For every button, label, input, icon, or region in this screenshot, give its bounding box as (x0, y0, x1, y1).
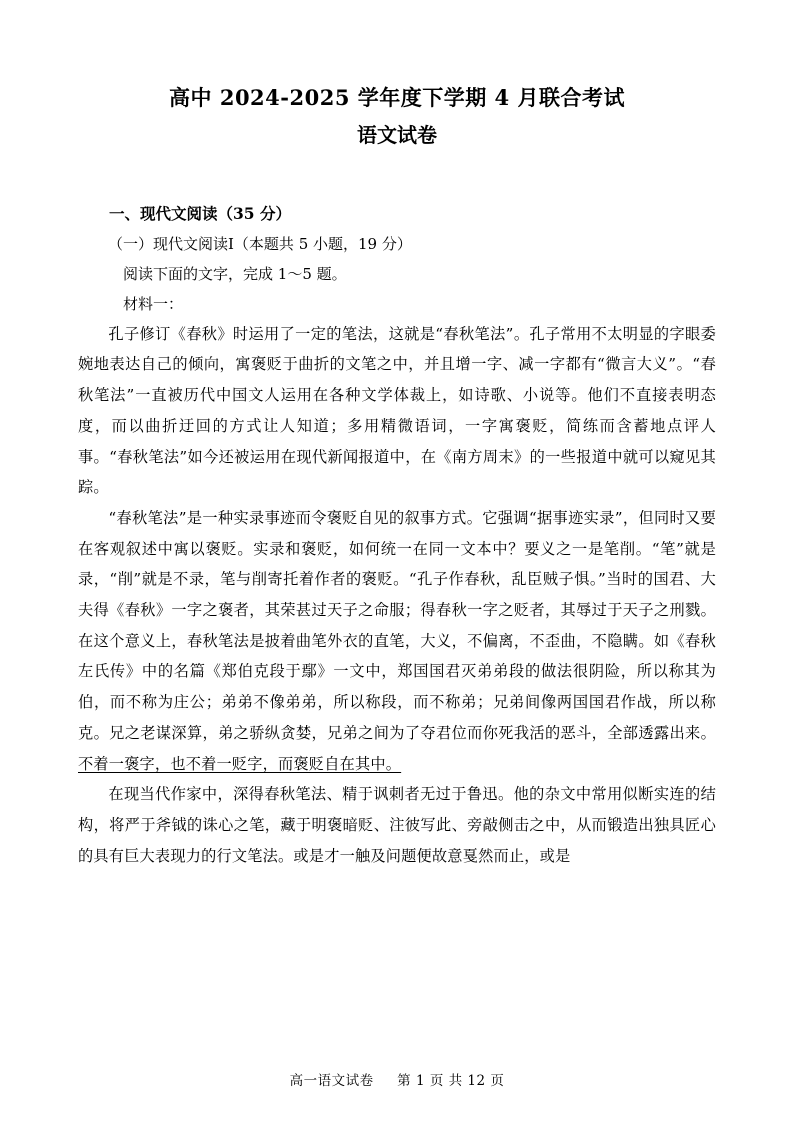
page-footer (0, 1069, 794, 1089)
paragraph-2-underlined-text: 不着一褒字，也不着一贬字，而褒贬自在其中。 (78, 754, 402, 773)
reading-instruction: 阅读下面的文字，完成 1～5 题。 (123, 264, 347, 283)
subsection-heading-reading-one: （一）现代文阅读Ⅰ（本题共 5 小题，19 分） (108, 234, 412, 253)
page-subtitle: 语文试卷 (357, 122, 437, 147)
paragraph-2 (78, 503, 716, 779)
paragraph-1: 孔子修订《春秋》时运用了一定的笔法，这就是“春秋笔法”。孔子常用不太明显的字眼委婉地表达自己的倾向，寓褒贬于曲折的文笔之中，并且增一字、减一字都有“微言大义”。“春秋笔法”一直被历代中国文人运用在各种文学体裁上，如诗歌、小说等。他们不直接表明态度，而以曲折迂回的方式让人知道；多用精微语词，一字寓褒贬，简练而含蓄地点评人事。“春秋笔法”如今还被运用在现代新闻报道中，在《南方周末》的一些报道中就可以窥见其踪。 (78, 324, 716, 497)
footer-paper-name: 高一语文试卷 (289, 1073, 374, 1089)
footer-page-number: 第 1 页 共 12 页 (397, 1073, 505, 1089)
material-label-one: 材料一： (123, 294, 184, 313)
page-title: 高中 2024-2025 学年度下学期 4 月联合考试 (169, 85, 625, 110)
title-block (78, 80, 716, 154)
paragraph-2-text: “春秋笔法”是一种实录事迹而令褒贬自见的叙事方式。它强调“据事迹实录”，但同时又要在客观叙述中寓以褒贬。实录和褒贬，如何统一在同一文本中？要义之一是笔削。“笔”就是录，“削”就是不录，笔与削寄托着作者的褒贬。“孔子作春秋，乱臣贼子惧。”当时的国君、大夫得《春秋》一字之褒者，其荣甚过天子之命服；得春秋一字之贬者，其辱过于天子之刑戮。在这个意义上，春秋笔法是披着曲笔外衣的直笔，大义，不偏离，不歪曲，不隐瞒。如《春秋左氏传》中的名篇《郑伯克段于鄢》一文中，郑国国君灭弟弟段的做法很阴险，所以称其为伯，而不称为庄公；弟弟不像弟弟，所以称段，而不称弟；兄弟间像两国国君作战，所以称克。兄之老谋深算，弟之骄纵贪婪，兄弟之间为了夺君位而你死我活的恶斗，全部透露出来。 (78, 508, 716, 742)
paragraph-3: 在现当代作家中，深得春秋笔法、精于讽刺者无过于鲁迅。他的杂文中常用似断实连的结构，将严于斧钺的诛心之笔，藏于明褒暗贬、注彼写此、旁敲侧击之中，从而锻造出独具匠心的具有巨大表现力的行文笔法。或是才一触及问题便故意戛然而止，或是 (78, 785, 716, 865)
spacer (78, 154, 716, 198)
section-heading-modern-reading: 一、现代文阅读（35 分） (109, 203, 291, 223)
